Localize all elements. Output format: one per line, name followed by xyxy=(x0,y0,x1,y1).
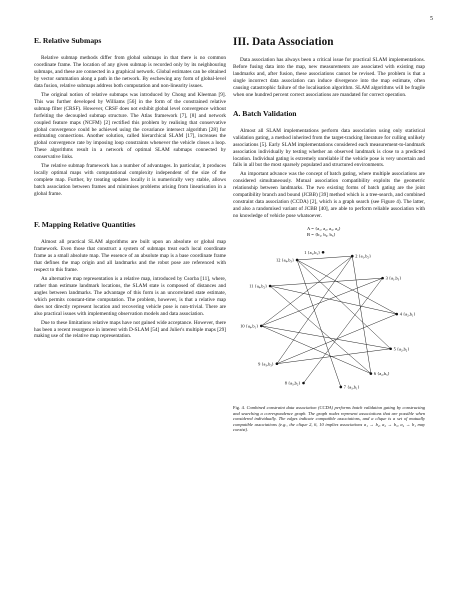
graph-node-11 xyxy=(269,285,272,288)
caption-label: Fig. 4. xyxy=(233,405,246,411)
graph-node-label-1: 1 {a₁,b₁} xyxy=(304,249,321,255)
graph-edge xyxy=(261,256,352,326)
paragraph: Data association has always been a critical issue for practical SLAM implementations. Before fusing data into the map, new measurements are associated with existing map landmarks and, after fusion, these associations cannot be revised. The problem is that a single incorrect data association can induce divergence into the map estimate, often causing catastrophic failure of the localisation algorithm. SLAM algorithms will be fragile when one hundred percent correct associations are mandated for correct operation. xyxy=(233,57,425,98)
graph-edge xyxy=(270,286,397,314)
graph-edge xyxy=(277,349,391,364)
graph-edge xyxy=(297,260,391,349)
graph-edge xyxy=(277,314,397,364)
graph-node-label-11: 11 {a₄,b₂} xyxy=(249,283,268,289)
paragraph: The relative submap framework has a number of advantages. In particular, it produces locally optimal maps with computational complexity independent of the size of the complete map. Further, by treating updates locally it is numerically very stable, allows batch association between frames and minimises problems arising from linearisation in a global frame. xyxy=(34,163,226,198)
paragraph: An alternative map representation is a relative map, introduced by Csorba [11], where, rather than estimate landmark locations, the SLAM state is composed of distances and angles between landmarks. The advantage of this form is an uncorrelated state estimate, which permits constant-time computation. The problem, however, is that a relative map does not directly represent location and recovering vehicle pose is non-trivial. There are also practical issues with implementing observation models and data association. xyxy=(34,275,226,317)
subsection-heading-f: F. Mapping Relative Quantities xyxy=(34,220,136,230)
figure-caption xyxy=(233,405,425,433)
graph-node-7 xyxy=(340,386,343,389)
graph-node-label-3: 3 {a₁,b₃} xyxy=(385,275,402,281)
graph-edges xyxy=(261,253,396,387)
paragraph: Almost all practical SLAM algorithms are built upon an absolute or global map framework. Even those that construct a system of submaps treat each local coordinate frame as a small absolute map. The essence of an absolute map is a base coordinate frame that defines the map origin and all landmarks and the robot pose are referenced with respect to this frame. xyxy=(34,239,226,273)
graph-node-label-9: 9 {a₃,b₃} xyxy=(258,361,274,367)
paragraph: Due to these limitations relative maps have not gained wide acceptance. However, there has been a recent resurgence in interest with D-SLAM [54] and Julier's multiple maps [29] making use of the relative map representation. xyxy=(34,319,226,340)
graph-node-label-12: 12 {a₄,b₃} xyxy=(276,257,295,263)
graph-node-8 xyxy=(302,382,305,385)
graph-node-4 xyxy=(395,313,398,316)
graph-node-5 xyxy=(389,348,392,351)
graph-node-1 xyxy=(322,251,325,254)
graph-node-10 xyxy=(260,325,263,328)
graph-edge xyxy=(297,260,341,387)
graph-nodes xyxy=(240,250,415,391)
subsection-heading-a: A. Batch Validation xyxy=(233,108,297,118)
graph-node-12 xyxy=(296,259,299,262)
paragraph: Almost all SLAM implementations perform data association using only statistical validation gating, a method inherited from the target-tracking literature for culling unlikely associations [5]. Early SLAM implementations considered each measurement-to-landmark association individually by testing whether an observed landmark is close to a predicted location. Individual gating is extremely unreliable if the vehicle pose is very uncertain and fails in all but the most sparsely populated and structured environments. xyxy=(233,127,425,169)
section-heading-iii: III. Data Association xyxy=(233,36,334,48)
figure-4 xyxy=(233,224,425,433)
graph-node-2 xyxy=(351,255,354,258)
graph-node-label-4: 4 {a₂,b₁} xyxy=(399,311,416,317)
paragraph: An important advance was the concept of batch gating, where multiple associations are considered simultaneously. Mutual association compatibility exploits the geometric relationship between landmarks. The two existing forms of batch gating are the joint compatibility branch and bound (JCBB) [39] method which is a tree-search, and combined constraint data association (CCDA) [2], which is a graph search (see Figure 4). The latter, and also a randomised variant of JCBB [40], are able to perform reliable association with no knowledge of vehicle pose whatsoever. xyxy=(233,171,425,220)
graph-node-3 xyxy=(381,277,384,280)
set-a-label: A = {a₁, a₂, a₃, a₄} xyxy=(307,226,341,232)
correspondence-graph xyxy=(233,224,425,404)
left-column xyxy=(34,36,226,342)
graph-node-label-8: 8 {a₃,b₂} xyxy=(284,380,301,386)
graph-node-9 xyxy=(276,363,279,366)
graph-node-6 xyxy=(370,372,373,375)
right-column xyxy=(233,36,425,433)
paragraph: Relative submap methods differ from global submaps in that there is no common coordinate frame. The location of any given submap is recorded only by its neighbouring submaps, and these are connected in a graphical network. Global estimates can be obtained by vector summation along a path in the network. By eschewing any form of global-level data fusion, relative submaps address both computation and non-linearity issues. xyxy=(34,55,226,89)
graph-node-label-6: 6 {a₂,b₃} xyxy=(373,371,390,377)
graph-node-label-7: 7 {a₃,b₁} xyxy=(343,384,360,390)
paragraph: The original notion of relative submaps was introduced by Chong and Kleeman [9]. This was further developed by Williams [56] in the form of the constrained relative submap filter (CRSF). However, CRSF does not exhibit global level convergence without forfeiting the decoupled submap structure. The Atlas framework [7], [8] and network coupled feature maps (NCFM) [2] rectified this problem by realising that conservative global convergence could be achieved using the covariance intersect algorithm [28] for estimating connections. Another solution, called hierarchical SLAM [17], increases the global convergence rate by imposing loop constraints whenever the vehicle closes a loop. These algorithms result in a network of optimal SLAM submaps connected by conservative links. xyxy=(34,91,226,161)
page-number: 5 xyxy=(430,16,433,22)
graph-node-label-2: 2 {a₁,b₂} xyxy=(355,253,372,259)
graph-edge xyxy=(261,326,390,349)
graph-node-label-10: 10 {a₄,b₁} xyxy=(240,323,259,329)
subsection-heading-e: E. Relative Submaps xyxy=(34,36,102,45)
caption-text: Combined constraint data association (CCDA) performs batch validation gating by constructing and searching a correspondence graph. The graph nodes represent associations that are possible when considered individually. The edges indicate compatible associations, and a clique is a set of mutually compatible associations (e.g., the clique 2, 6, 10 implies associations a₁ → b₂, a₂ → b₃, a₄ → b₁ may coexist). xyxy=(233,405,425,433)
set-b-label: B = {b₁, b₂, b₃} xyxy=(307,232,336,238)
graph-node-label-5: 5 {a₂,b₂} xyxy=(393,346,410,352)
graph-edge xyxy=(297,256,352,260)
